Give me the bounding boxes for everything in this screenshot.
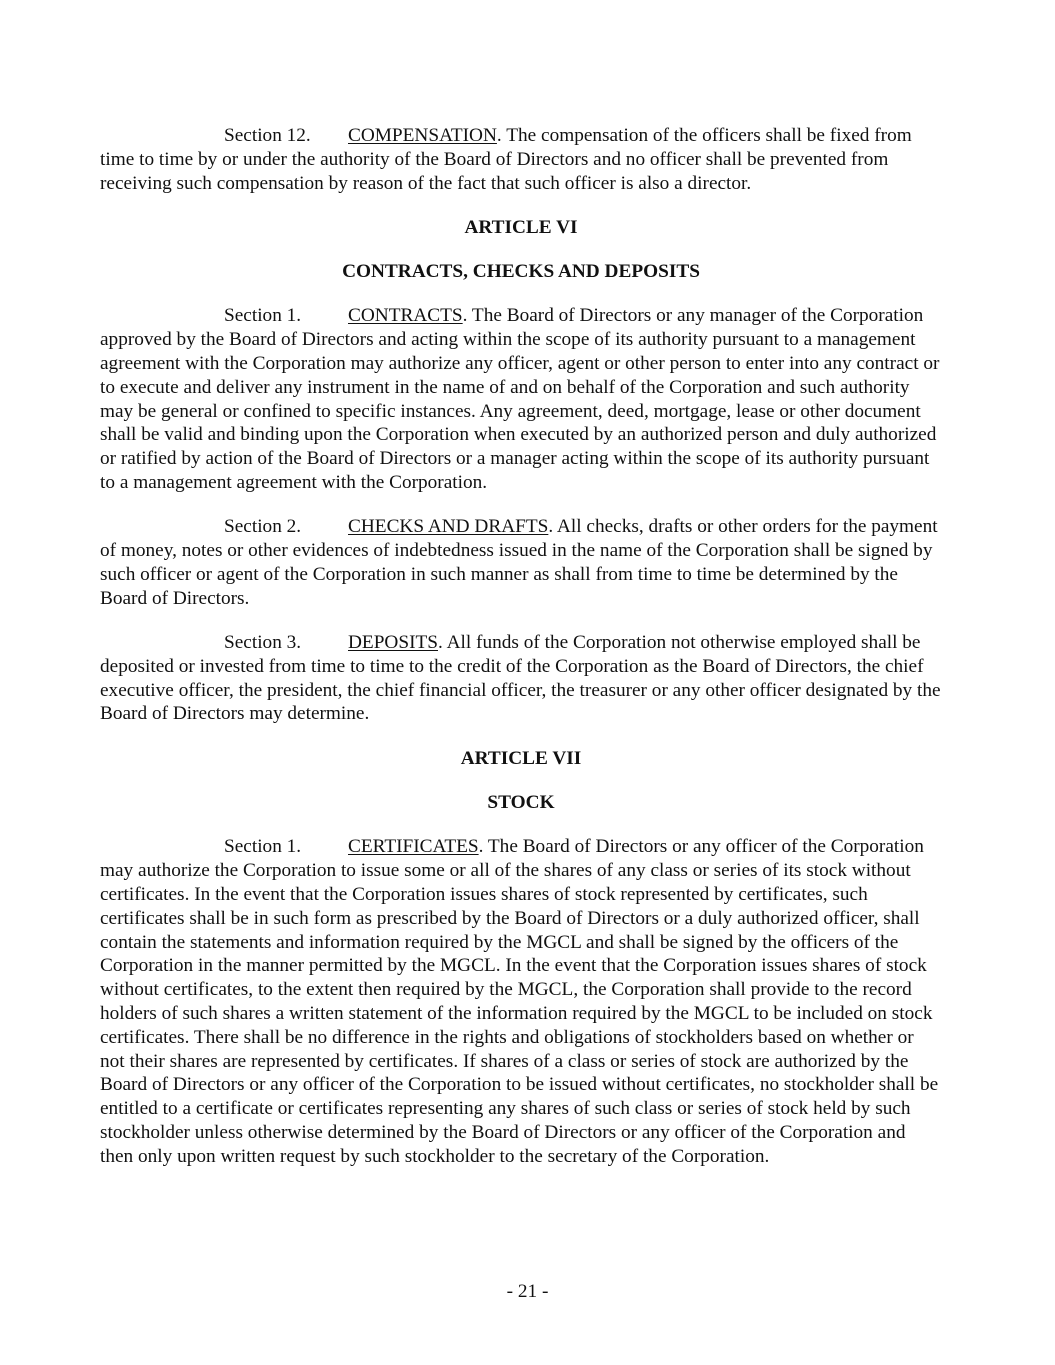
section-number: Section 3.: [224, 632, 302, 654]
section-body: . The compensation of the officers shall be fixed from time to time by or under the authority of the Board of Directors and no officer shall be prevented from receiving such compensation by reason of the fact that such officer is also a director.: [100, 125, 912, 194]
section-number: Section 12.: [224, 125, 311, 146]
section-title: CONTRACTS: [348, 305, 463, 327]
page-number: - 21 -: [506, 1281, 549, 1302]
section-title: DEPOSITS: [348, 632, 438, 654]
section-1-contracts: [100, 304, 942, 494]
article-heading: ARTICLE VII: [460, 747, 582, 769]
section-body: . All checks, drafts or other orders for the payment of money, notes or other evidences of indebtedness issued in the name of the Corporation shall be signed by such officer or agent of the Corporation in such manner as shall from time to time be determined by the Board of Directors.: [100, 516, 938, 609]
section-number: Section 1.: [224, 836, 302, 858]
section-body: . The Board of Directors or any officer of the Corporation may authorize the Corporation to issue some or all of the shares of any class or series of its stock without certificates. In the event that the Corporation issues shares of stock represented by certificates, such certificates shall be in such form as prescribed by the Board of Directors or a duly authorized officer, shall contain the statements and information required by the MGCL and shall be signed by the officers of the Corporation in the manner permitted by the MGCL. In the event that the Corporation issues shares of stock without certificates, to the extent then required by the MGCL, the Corporation shall provide to the record holders of such shares a written statement of the information required by the MGCL to be included on stock certificates. There shall be no difference in the rights and obligations of stockholders based on whether or not their shares are represented by certificates. If shares of a class or series of stock are authorized by the Board of Directors or any officer of the Corporation to be issued without certificates, no stockholder shall be entitled to a certificate or certificates representing any shares of such class or series of stock held by such stockholder unless otherwise determined by the Board of Directors or any officer of the Corporation and then only upon written request by such stockholder to the secretary of the Corporation.: [100, 836, 939, 1167]
section-3-deposits: [100, 631, 942, 726]
section-1-certificates: [100, 835, 942, 1168]
section-title: CERTIFICATES: [348, 836, 479, 858]
section-12-compensation: [100, 124, 942, 195]
section-number: Section 2.: [224, 516, 302, 538]
section-body: . The Board of Directors or any manager of the Corporation approved by the Board of Directors and acting within the scope of its authority pursuant to a management agreement with the Corporation may authorize any officer, agent or other person to enter into any contract or to execute and deliver any instrument in the name of and on behalf of the Corporation and such authority may be general or confined to specific instances. Any agreement, deed, mortgage, lease or other document shall be valid and binding upon the Corporation when executed by an authorized person and duly authorized or ratified by action of the Board of Directors or a manager acting within the scope of its authority pursuant to a management agreement with the Corporation.: [100, 305, 940, 494]
section-title: COMPENSATION: [348, 125, 497, 146]
section-number: Section 1.: [224, 305, 302, 327]
document-page: [100, 124, 942, 1189]
section-2-checks-and-drafts: [100, 515, 942, 610]
article-subheading: STOCK: [487, 792, 555, 814]
article-subheading: CONTRACTS, CHECKS AND DEPOSITS: [342, 261, 700, 283]
section-title: CHECKS AND DRAFTS: [348, 516, 549, 538]
article-heading: ARTICLE VI: [464, 216, 578, 238]
section-body: . All funds of the Corporation not otherwise employed shall be deposited or invested from time to time to the credit of the Corporation as the Board of Directors, the chief executive officer, the president, the chief financial officer, the treasurer or any other officer designated by the Board of Directors may determine.: [100, 632, 941, 725]
